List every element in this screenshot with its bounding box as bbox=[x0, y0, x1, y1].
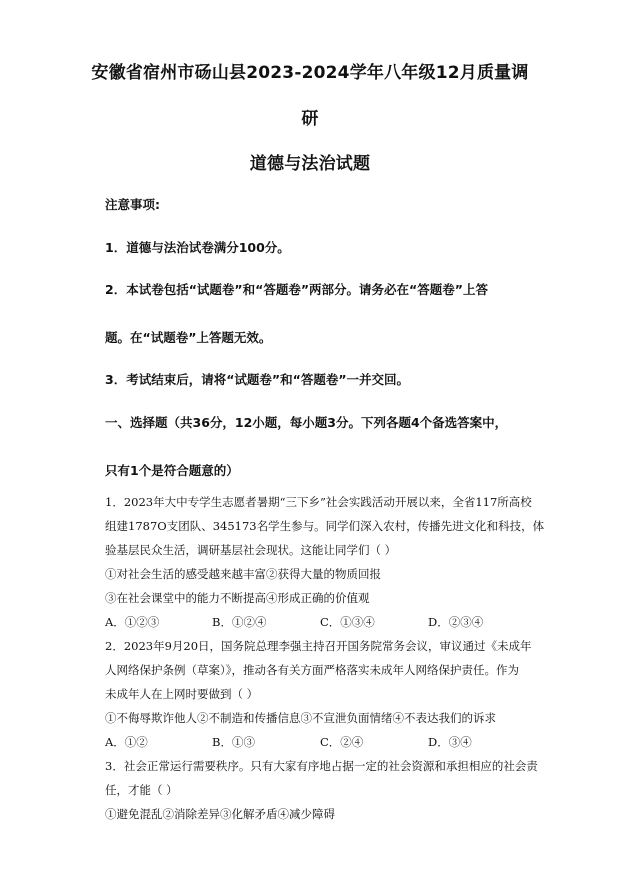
section-heading-line2: 只有1个是符合题意的） bbox=[105, 463, 239, 478]
exam-title-line2: 研 bbox=[301, 109, 319, 129]
question-3-stem: 任，才能（ ） bbox=[105, 783, 178, 797]
question-2-option-b: B．①③ bbox=[212, 735, 255, 749]
question-1-option-a: A．①②③ bbox=[105, 615, 160, 629]
question-1-option-c: C．①③④ bbox=[320, 615, 375, 629]
question-1-statement: ①对社会生活的感受越来越丰富②获得大量的物质回报 bbox=[105, 567, 381, 581]
question-1-option-d: D．②③④ bbox=[428, 615, 484, 629]
notice-item: 1．道德与法治试卷满分100分。 bbox=[105, 240, 290, 255]
exam-title-line1: 安徽省宿州市砀山县2023-2024学年八年级12月质量调 bbox=[91, 63, 529, 83]
question-2-stem: 人网络保护条例（草案）》，推动各有关方面严格落实未成年人网络保护责任。作为 bbox=[105, 663, 519, 677]
notice-item: 题。在“试题卷”上答题无效。 bbox=[105, 330, 272, 345]
notice-item: 3．考试结束后，请将“试题卷”和“答题卷”一并交回。 bbox=[105, 372, 410, 387]
question-1-statement: ③在社会课堂中的能力不断提高④形成正确的价值观 bbox=[105, 591, 370, 605]
section-heading-line1: 一、选择题（共36分，12小题，每小题3分。下列各题4个备选答案中， bbox=[105, 415, 508, 430]
question-1-stem: 组建1787O支团队、345173名学生参与。同学们深入农村，传播先进文化和科技，体 bbox=[105, 519, 545, 533]
notice-heading: 注意事项: bbox=[105, 197, 160, 212]
question-1-option-b: B．①②④ bbox=[212, 615, 267, 629]
question-1-stem: 验基层民众生活，调研基层社会现状。这能让同学们（ ） bbox=[105, 543, 397, 557]
question-3-statement: ①避免混乱②消除差异③化解矛盾④减少障碍 bbox=[105, 807, 335, 821]
question-3-stem: 3．社会正常运行需要秩序。只有大家有序地占据一定的社会资源和承担相应的社会责 bbox=[105, 759, 538, 773]
question-2-option-c: C．②④ bbox=[320, 735, 364, 749]
exam-subtitle: 道德与法治试题 bbox=[249, 154, 371, 174]
question-2-option-d: D．③④ bbox=[428, 735, 472, 749]
notice-item: 2．本试卷包括“试题卷”和“答题卷”两部分。请务必在“答题卷”上答 bbox=[105, 282, 488, 297]
question-1-stem: 1．2023年大中专学生志愿者暑期“三下乡”社会实践活动开展以来，全省117所高校 bbox=[105, 495, 532, 509]
question-2-stem: 未成年人在上网时要做到（ ） bbox=[105, 687, 259, 701]
question-2-option-a: A．①② bbox=[105, 735, 148, 749]
question-2-statement: ①不侮辱欺诈他人②不制造和传播信息③不宣泄负面情绪④不表达我们的诉求 bbox=[105, 711, 496, 725]
question-2-stem: 2．2023年9月20日，国务院总理李强主持召开国务院常务会议，审议通过《未成年 bbox=[105, 639, 532, 653]
